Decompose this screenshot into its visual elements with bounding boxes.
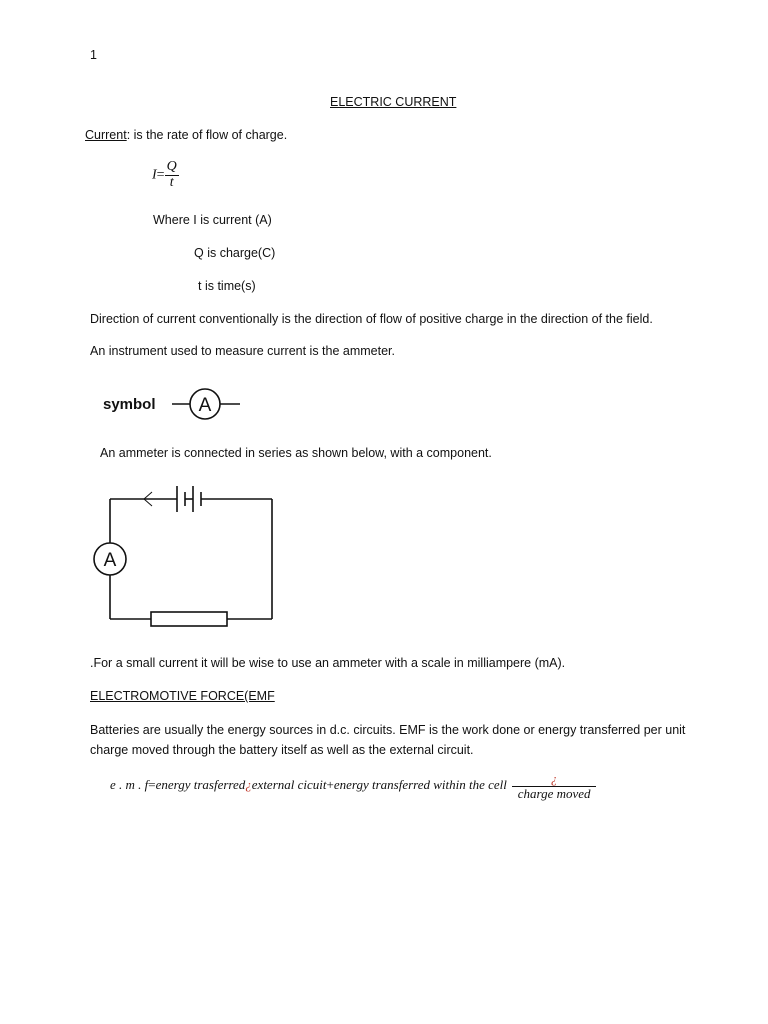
formula-fraction <box>165 160 179 190</box>
circuit-ammeter-letter: A <box>103 550 117 571</box>
where-line-2: Q is charge(C) <box>194 246 276 260</box>
small-current-paragraph: .For a small current it will be wise to use an ammeter with a scale in milliampere (mA). <box>90 656 566 670</box>
where-line-1: Where I is current (A) <box>153 213 272 227</box>
emf-part2: external cicuit <box>251 777 327 793</box>
emf-plus: + <box>326 777 334 793</box>
emf-equals: = <box>148 777 156 793</box>
formula-equals: = <box>156 167 165 183</box>
series-paragraph: An ammeter is connected in series as shown below, with a component. <box>100 446 492 460</box>
definition-term: Current <box>85 128 127 142</box>
circuit-diagram <box>90 478 290 638</box>
current-formula <box>152 160 179 190</box>
page-number: 1 <box>90 48 97 62</box>
formula-numerator: Q <box>166 159 177 174</box>
emf-glyph: ¿ <box>245 777 252 793</box>
formula-denominator: t <box>169 174 174 190</box>
emf-paragraph: Batteries are usually the energy sources in d.c. circuits. EMF is the work done or energy transferred per unit charge moved through the battery itself as well as the external circuit. <box>90 723 686 757</box>
instrument-paragraph: An instrument used to measure current is the ammeter. <box>90 344 395 358</box>
emf-part1: energy trasferred <box>155 777 246 793</box>
resistor <box>151 612 227 626</box>
emf-fraction <box>512 772 596 800</box>
page-title: ELECTRIC CURRENT <box>330 95 457 109</box>
formula-lhs: I <box>152 167 157 183</box>
emf-heading: ELECTROMOTIVE FORCE(EMF <box>90 689 275 703</box>
where-line-3: t is time(s) <box>198 279 256 293</box>
direction-paragraph: Direction of current conventionally is the direction of flow of positive charge in the direction of the field. <box>90 312 653 326</box>
ammeter-symbol-letter: A <box>198 395 212 416</box>
ammeter-symbol <box>170 386 242 422</box>
emf-formula <box>110 772 596 800</box>
emf-lhs: e . m . f <box>110 777 149 793</box>
definition-text: : is the rate of flow of charge. <box>126 128 288 142</box>
emf-denominator: charge moved <box>517 785 591 801</box>
emf-numerator: ¿ <box>512 772 596 787</box>
symbol-label: symbol <box>103 396 156 413</box>
current-definition <box>85 128 287 142</box>
emf-part3: energy transferred within the cell <box>333 777 507 793</box>
